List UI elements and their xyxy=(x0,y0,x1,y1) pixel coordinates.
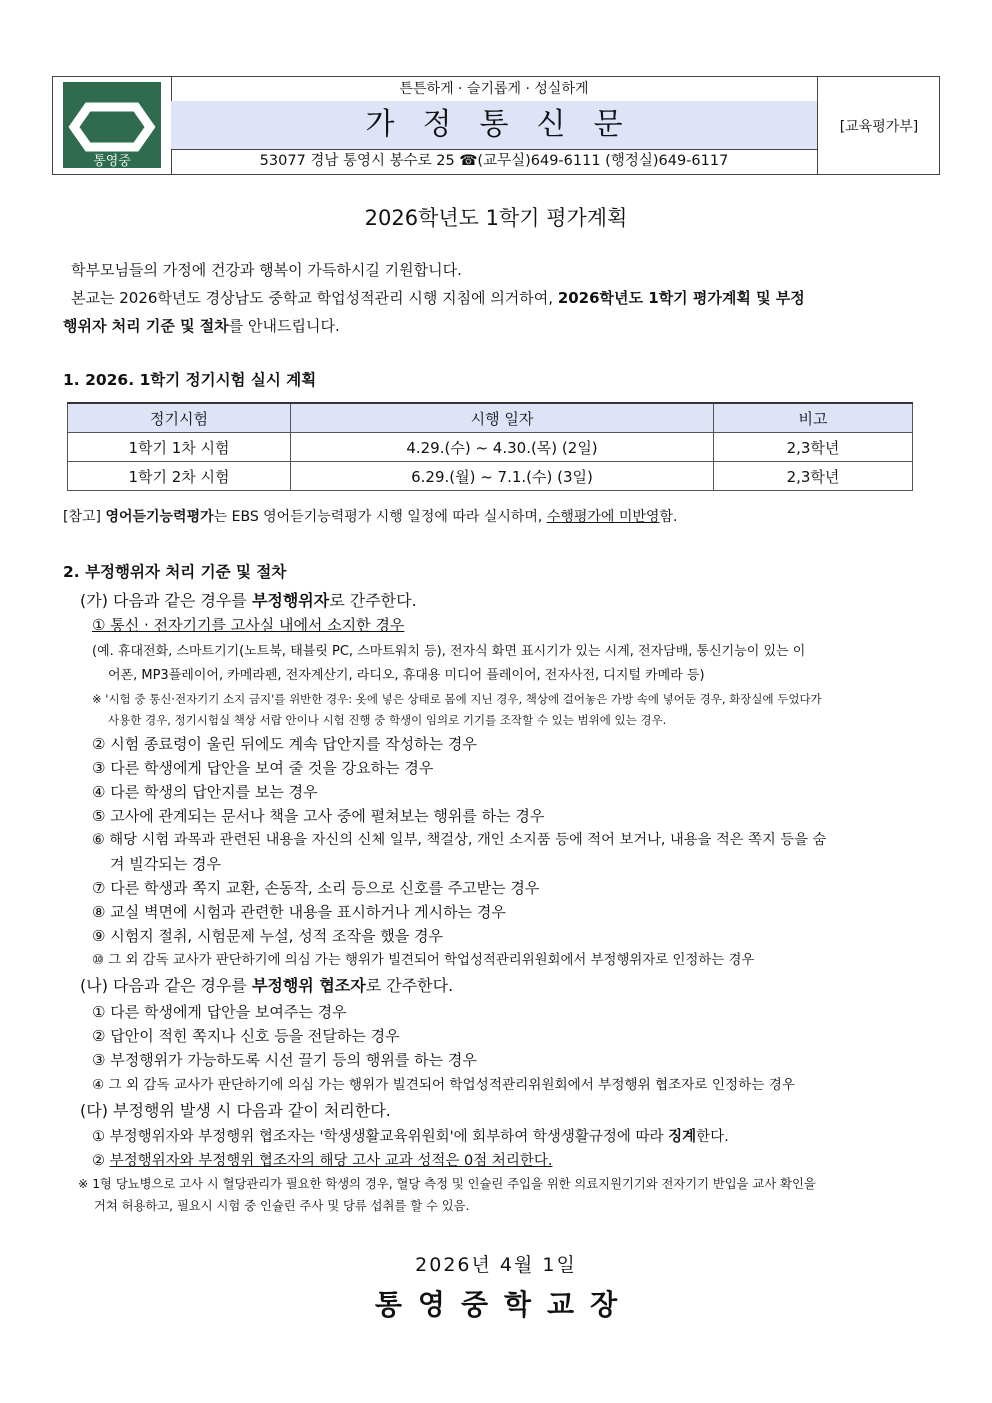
list-item: ② 답안이 적힌 쪽지나 신호 등을 전달하는 경우 xyxy=(92,1027,400,1045)
table-cell: 2,3학년 xyxy=(714,433,913,462)
list-item: ① 통신 · 전자기기를 고사실 내에서 소지한 경우 xyxy=(92,616,405,634)
diabetes-footnote-line2: 거쳐 허용하고, 필요시 시험 중 인슐린 주사 및 당류 섭취를 할 수 있음. xyxy=(94,1199,470,1213)
table-cell: 6.29.(월) ~ 7.1.(수) (3일) xyxy=(291,462,714,491)
accomplice-definition-heading: (나) 다음과 같은 경우를 부정행위 협조자로 간주한다. xyxy=(80,976,454,995)
table-cell: 1학기 1차 시험 xyxy=(68,433,291,462)
table-header-row xyxy=(68,403,913,433)
list-item: ⑧ 교실 벽면에 시험과 관련한 내용을 표시하거나 게시하는 경우 xyxy=(92,903,506,921)
list-item: ⑨ 시험지 절취, 시험문제 누설, 성적 조작을 했을 경우 xyxy=(92,927,443,945)
section2-heading: 2. 부정행위자 처리 기준 및 절차 xyxy=(63,563,287,581)
table-header: 비고 xyxy=(714,403,913,433)
department-label: [교육평가부] xyxy=(817,77,940,174)
list-item: ① 다른 학생에게 답안을 보여주는 경우 xyxy=(92,1003,347,1021)
list-item: ③ 다른 학생에게 답안을 보여 줄 것을 강요하는 경우 xyxy=(92,759,434,777)
list-item-continued: 겨 빌각되는 경우 xyxy=(110,855,221,873)
school-address: 53077 경남 통영시 봉수로 25 ☎(교무실)649-6111 (행정실)649-6117 xyxy=(259,153,729,169)
table-cell: 2,3학년 xyxy=(714,462,913,491)
list-item: ⑥ 해당 시험 과목과 관련된 내용을 자신의 신체 일부, 책걸상, 개인 소지품 등에 적어 보거나, 내용을 적은 쪽지 등을 숨 xyxy=(92,832,827,848)
list-item: ④ 다른 학생의 답안지를 보는 경우 xyxy=(92,783,318,801)
table-row xyxy=(68,462,913,491)
school-motto: 튼튼하게 · 슬기롭게 · 성실하게 xyxy=(171,77,817,102)
list-item: ⑩ 그 외 감독 교사가 판단하기에 의심 가는 행위가 빌견되어 학업성적관리위원회에서 부정행위자로 인정하는 경우 xyxy=(92,953,755,968)
list-item: ① 부정행위자와 부정행위 협조자는 '학생생활교육위원회'에 회부하여 학생생활규정에 따라 징계한다. xyxy=(92,1129,729,1145)
list-item: ③ 부정행위가 가능하도록 시선 끌기 등의 행위를 하는 경우 xyxy=(92,1051,477,1069)
processing-heading: (다) 부정행위 발생 시 다음과 같이 처리한다. xyxy=(80,1101,391,1120)
list-item: ⑤ 고사에 관계되는 문서나 책을 고사 중에 펼쳐보는 행위를 하는 경우 xyxy=(92,807,545,825)
diabetes-footnote-line1: ※ 1형 당뇨병으로 고사 시 혈당관리가 필요한 학생의 경우, 혈당 측정 및 인슐린 주입을 위한 의료지원기기와 전자기기 반입을 교사 확인을 xyxy=(78,1177,816,1191)
document-title: 2026학년도 1학기 평가계획 xyxy=(364,206,628,230)
device-note-line1: ※ '시험 중 통신·전자기기 소지 금지'를 위반한 경우: 옷에 넣은 상태로 몸에 지닌 경우, 책상에 걸어놓은 가방 속에 넣어둔 경우, 화장실에 두었다가 xyxy=(92,692,822,706)
device-examples-line1: (예. 휴대전화, 스마트기기(노트북, 태블릿 PC, 스마트워치 등), 전자식 화면 표시기가 있는 시계, 전자담배, 통신기능이 있는 이 xyxy=(92,644,806,659)
cheater-definition-heading: (가) 다음과 같은 경우를 부정행위자로 간주한다. xyxy=(80,591,417,610)
device-note-line2: 사용한 경우, 정기시험실 책상 서랍 안이나 시험 진행 중 학생이 임의로 기기를 조작할 수 있는 범위에 있는 경우. xyxy=(108,713,667,727)
table-header: 정기시험 xyxy=(68,403,291,433)
intro-paragraph: 본교는 2026학년도 경상남도 중학교 학업성적관리 시행 지침에 의거하여, 2026학년도 1학기 평가계획 및 부정 행위자 처리 기준 및 절차를 안내드립니다. xyxy=(63,289,805,335)
school-logo xyxy=(53,77,172,174)
letterhead xyxy=(52,76,940,175)
newsletter-title: 가정통신문 xyxy=(171,101,817,150)
section1-heading: 1. 2026. 1학기 정기시험 실시 계획 xyxy=(63,371,317,389)
list-item: ④ 그 외 감독 교사가 판단하기에 의심 가는 행위가 빌견되어 학업성적관리위원회에서 부정행위 협조자로 인정하는 경우 xyxy=(92,1077,795,1093)
exam-schedule-table xyxy=(67,402,913,491)
table-row xyxy=(68,433,913,462)
list-item: ⑦ 다른 학생과 쪽지 교환, 손동작, 소리 등으로 신호를 주고받는 경우 xyxy=(92,879,540,897)
principal-signature: 통영중학교장 xyxy=(374,1288,634,1321)
table-cell: 1학기 2차 시험 xyxy=(68,462,291,491)
issue-date: 2026년 4월 1일 xyxy=(415,1254,577,1276)
logo-text: 통영중 xyxy=(93,154,131,169)
list-item: ② 시험 종료령이 울린 뒤에도 계속 답안지를 작성하는 경우 xyxy=(92,735,477,753)
greeting: 학부모님들의 가정에 건강과 행복이 가득하시길 기원합니다. xyxy=(71,261,462,279)
table-header: 시행 일자 xyxy=(291,403,714,433)
english-listening-note: [참고] 영어듣기능력평가는 EBS 영어듣기능력평가 시행 일정에 따라 실시하며, 수행평가에 미반영함. xyxy=(63,509,678,525)
device-examples-line2: 어폰, MP3플레이어, 카메라펜, 전자계산기, 라디오, 휴대용 미디어 플레이어, 전자사전, 디지털 카메라 등) xyxy=(108,668,705,683)
table-cell: 4.29.(수) ~ 4.30.(목) (2일) xyxy=(291,433,714,462)
list-item: ② 부정행위자와 부정행위 협조자의 해당 고사 교과 성적은 0점 처리한다. xyxy=(92,1153,553,1169)
